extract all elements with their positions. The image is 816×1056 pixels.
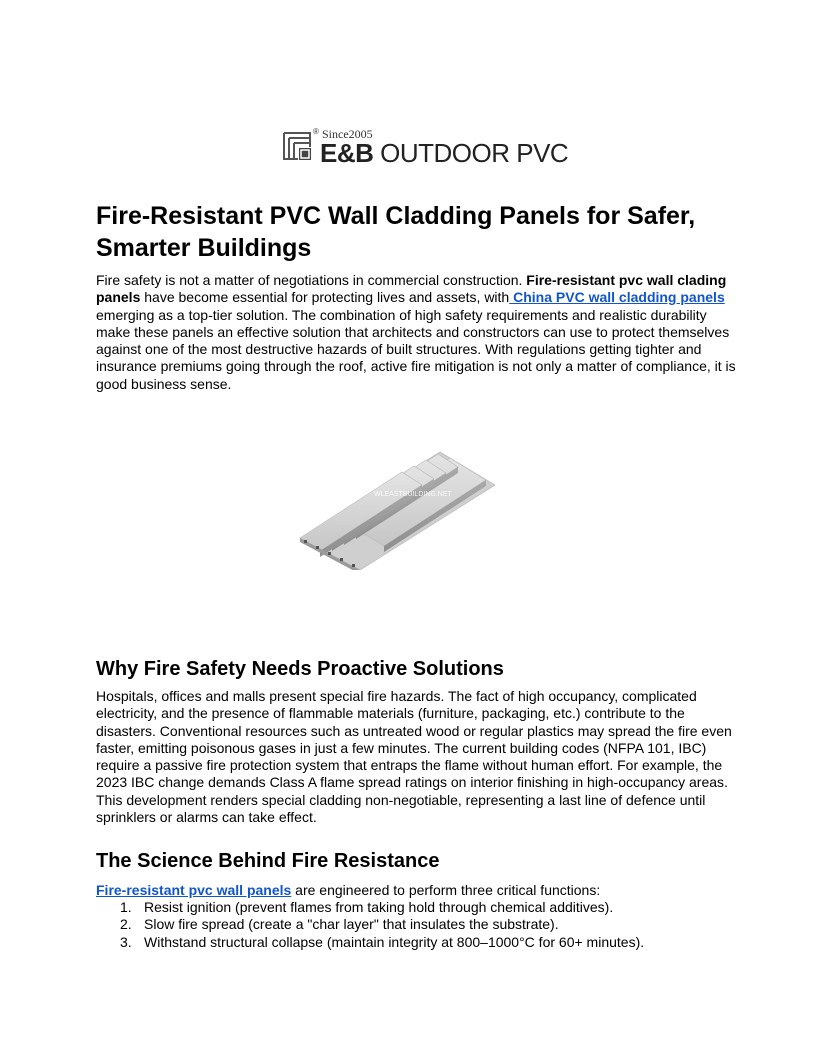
section-science-intro-text: are engineered to perform three critical functions: [291, 882, 601, 898]
intro-paragraph [96, 272, 736, 393]
since-label: Since2005 [322, 127, 373, 141]
list-item-text: Withstand structural collapse (maintain integrity at 800–1000°C for 60+ minutes). [144, 933, 645, 950]
list-item-text: Slow fire spread (create a "char layer" that insulates the substrate). [144, 916, 559, 933]
brand-name-rest: OUTDOOR PVC [380, 138, 569, 168]
section-heading-science: The Science Behind Fire Resistance [96, 850, 440, 872]
section-fire-safety-body: Hospitals, offices and malls present special fire hazards. The fact of high occupancy, complicated electricity, and the presence of flammable materials (furniture, packaging, etc.) contribute to the disasters. Conventional resources such as untreated wood or regular plastics may spread the fire even faster, emitting poisonous gases in just a few minutes. The current building codes (NFPA 101, IBC) require a passive fire protection system that entraps the flame without human effort. For example, the 2023 IBC change demands Class A flame spread ratings on interior finishing in high-occupancy areas. This development renders special cladding non-negotiable, representing a last line of defence until sprinklers or alarms can take effect. [96, 688, 732, 826]
intro-text-1: Fire safety is not a matter of negotiations in commercial construction. [96, 272, 527, 288]
image-watermark: WLEASTBUILDING.NET [374, 491, 452, 498]
list-item-number: 3. [120, 933, 132, 950]
list-item-number: 2. [120, 916, 132, 933]
page-title: Fire-Resistant PVC Wall Cladding Panels for Safer, Smarter Buildings [96, 202, 696, 262]
product-image [290, 440, 510, 570]
brand-logo [282, 127, 569, 168]
china-pvc-panels-link[interactable]: China PVC wall cladding panels [509, 289, 725, 306]
list-item [96, 916, 736, 933]
functions-list [96, 899, 736, 951]
brand-name-bold: E&B [320, 138, 374, 168]
intro-text-2: have become essential for protecting lives and assets, with [140, 289, 510, 306]
fire-resistant-panels-link[interactable]: Fire-resistant pvc wall panels [96, 882, 292, 898]
pvc-panel-illustration [290, 440, 510, 570]
list-item [96, 934, 736, 951]
brand-logo-icon [282, 131, 316, 163]
brand-name [320, 138, 568, 169]
intro-bold: Fire-resistant pvc wall clading panels [96, 272, 727, 306]
section-heading-fire-safety: Why Fire Safety Needs Proactive Solutions [96, 658, 504, 680]
registered-mark: ® [313, 127, 319, 136]
list-item-text: Resist ignition (prevent flames from taking hold through chemical additives). [144, 899, 614, 915]
section-science-intro [96, 882, 736, 899]
intro-text-3: emerging as a top-tier solution. The combination of high safety requirements and realistic durability make these panels an effective solution that architects and constructors can use to protect themselves against one of the most destructive hazards of built structures. With regulations getting tighter and insurance premiums going through the roof, active fire mitigation is not only a matter of compliance, it is good business sense. [96, 306, 736, 392]
list-item-number: 1. [120, 899, 132, 915]
list-item [96, 899, 736, 916]
